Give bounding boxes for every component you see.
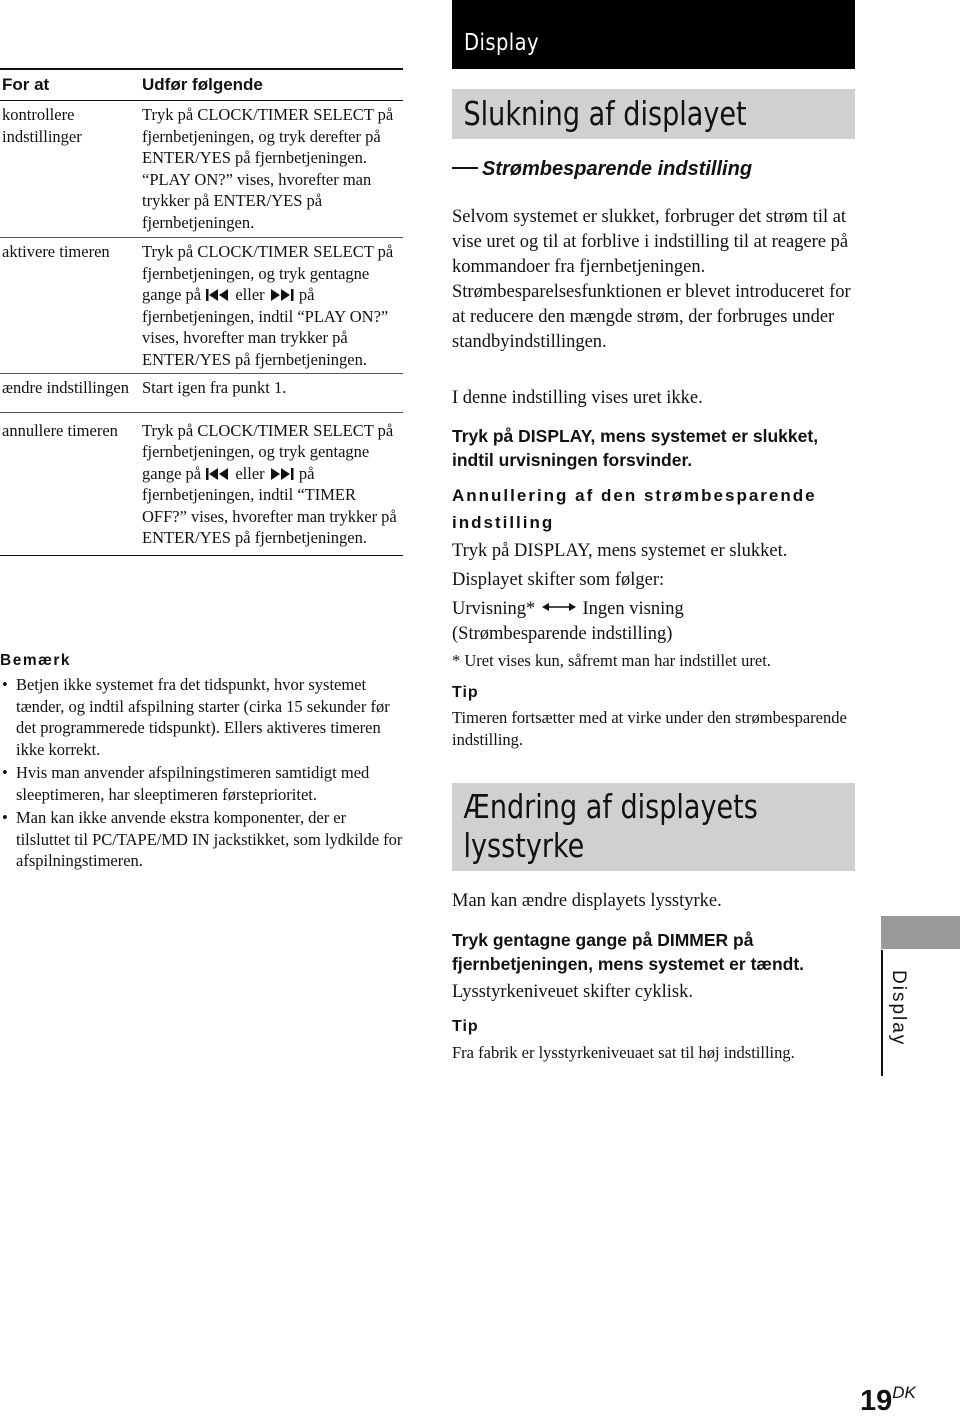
note-block xyxy=(0,652,403,874)
table-cell-action: annullere timeren xyxy=(2,420,118,440)
note-title: Bemærk xyxy=(0,652,72,669)
table-cell-procedure: Start igen fra punkt 1. xyxy=(142,378,287,397)
table-cell-action: kontrollere indstillinger xyxy=(2,105,82,146)
section-body: Lysstyrkeniveuet skifter cyklisk. xyxy=(452,982,693,1002)
dash-rule xyxy=(452,167,478,169)
table-row xyxy=(0,238,403,374)
section-body: Tryk på DISPLAY, mens systemet er slukket. xyxy=(452,541,788,561)
section-title-line2: lysstyrke xyxy=(463,826,585,865)
flow-state-b: Ingen visning xyxy=(582,599,684,619)
next-track-icon xyxy=(269,288,295,302)
section-title: Slukning af displayet xyxy=(463,94,747,133)
list-item: • Betjen ikke systemet fra det tidspunkt, hvor systemet tænder, og indtil afspilning starter (cirka 15 sekunder før det programmerede tidspunkt). Ellers aktiveres timeren ikke korrekt. xyxy=(2,675,390,759)
list-item: • Man kan ikke anvende ekstra komponenter, der er tilsluttet til PC/TAPE/MD IN jackstikket, som lydkilde for afspilningstimeren. xyxy=(2,808,403,870)
section-subtitle: Strømbesparende indstilling xyxy=(452,158,855,181)
tip-label: Tip xyxy=(452,684,479,701)
instruction-text: Tryk gentagne gange på DIMMER på fjernbetjeningen, mens systemet er tændt. xyxy=(452,930,805,974)
table-row xyxy=(0,374,403,413)
table-row xyxy=(0,413,403,556)
table-cell-procedure: Tryk på CLOCK/TIMER SELECT på fjernbetjeningen, og tryk derefter på ENTER/YES på fjernbetjeningen. “PLAY ON?” vises, hvorefter man trykker på ENTER/YES på fjernbetjeningen. xyxy=(142,105,394,232)
tip-text: Timeren fortsætter med at virke under den strømbesparende indstilling. xyxy=(452,708,847,749)
section-body: Man kan ændre displayets lysstyrke. xyxy=(452,891,722,911)
section-title-line1: Ændring af displayets xyxy=(463,787,758,826)
table-header xyxy=(0,68,403,101)
flow-state-a: Urvisning* xyxy=(452,599,536,619)
table-header-col2: Udfør følgende xyxy=(142,75,263,94)
table-cell-procedure: Tryk på CLOCK/TIMER SELECT på fjernbetjeningen, og tryk gentagne gange på eller på fjernbetjeningen, indtil “TIMER OFF?” vises, hvorefter man trykker på ENTER/YES på fjernbetjeningen. xyxy=(142,420,397,547)
section-body: Selvom systemet er slukket, forbruger det strøm til at vise uret og til at forblive i indstilling til at reagere på kommandoer fra fjernbetjeningen. Strømbesparelsesfunktionen er blevet introduceret for at reducere den mængde strøm, der forbruges under standbyindstillingen. xyxy=(452,207,851,352)
table-header-col1: For at xyxy=(2,75,50,94)
flow-state-b-detail: (Strømbesparende indstilling) xyxy=(452,624,673,644)
section-title-bar xyxy=(452,89,855,139)
table-cell-procedure: Tryk på CLOCK/TIMER SELECT på fjernbetjeningen, og tryk gentagne gange på eller på fjernbetjeningen, indtil “PLAY ON?” vises, hvorefter man trykker på ENTER/YES på fjernbetjeningen. xyxy=(142,242,394,369)
display-flow xyxy=(452,597,855,622)
chapter-header-label: Display xyxy=(464,30,540,56)
page-number: $19^{DK}$ xyxy=(860,1383,916,1417)
side-tab-label: Display xyxy=(888,970,909,1047)
bullet-icon: • xyxy=(2,675,8,694)
section-body: Displayet skifter som følger: xyxy=(452,570,665,590)
instruction-text: Tryk på DISPLAY, mens systemet er slukket, indtil urvisningen forsvinder. xyxy=(452,426,819,470)
subheading: Annullering af den strømbesparende indstilling xyxy=(452,486,817,532)
bullet-icon: • xyxy=(2,808,8,827)
double-arrow-icon xyxy=(542,601,576,613)
side-tab-rule xyxy=(881,950,883,1076)
tip-label: Tip xyxy=(452,1018,479,1035)
table-cell-action: ændre indstillingen xyxy=(2,378,129,397)
table-row xyxy=(0,101,403,238)
table-cell-action: aktivere timeren xyxy=(2,242,110,261)
next-track-icon xyxy=(269,467,295,481)
list-item: • Hvis man anvender afspilningstimeren samtidigt med sleeptimeren, har sleeptimeren førsteprioritet. xyxy=(2,763,370,804)
section-body: I denne indstilling vises uret ikke. xyxy=(452,388,703,408)
previous-track-icon xyxy=(205,288,231,302)
bullet-icon: • xyxy=(2,763,8,782)
tip-text: Fra fabrik er lysstyrkeniveuaet sat til høj indstilling. xyxy=(452,1043,795,1062)
timer-table xyxy=(0,68,403,556)
previous-track-icon xyxy=(205,467,231,481)
chapter-header xyxy=(452,0,855,69)
footnote: * Uret vises kun, såfremt man har indstillet uret. xyxy=(452,651,771,670)
side-tab xyxy=(881,916,960,949)
section-title-bar xyxy=(452,783,855,871)
